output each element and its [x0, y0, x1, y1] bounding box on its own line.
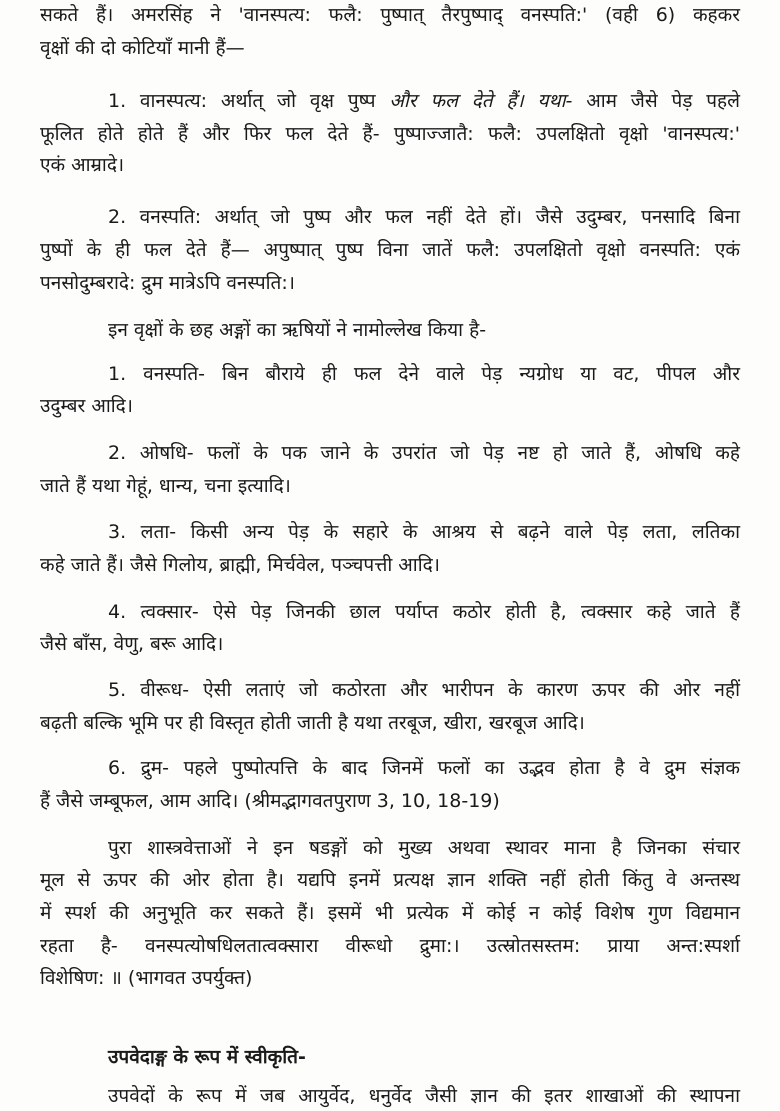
text-line: वृक्षों की दो कोटियाँ मानी हैं—	[40, 37, 245, 59]
text-line: मूल से ऊपर की ओर होता है। यद्यपि इनमें प्रत्यक्ष ज्ञान शक्ति नहीं होती किंतु वे अन्तस्थ	[40, 869, 740, 891]
text-line: सकते हैं। अमरसिंह ने 'वानस्पत्य: फलै: पुष्पात् तैरपुष्पाद् वनस्पति:' (वही 6) कहकर	[40, 4, 740, 26]
text-segment: आम जैसे पेड़ पहले	[572, 90, 741, 112]
text-line: बढ़ती बल्कि भूमि पर ही विस्तृत होती जाती है यथा तरबूज, खीरा, खरबूज आदि।	[40, 712, 585, 734]
text-segment: 1. वानस्पत्य: अर्थात् जो वृक्ष पुष्प	[108, 90, 390, 112]
text-line: विशेषिण: ॥ (भागवत उपर्युक्त)	[40, 967, 253, 989]
text-line: इन वृक्षों के छह अङ्गों का ऋषियों ने नामोल्लेख किया है-	[108, 319, 487, 341]
text-line: 1. वनस्पति- बिन बौराये ही फल देने वाले पेड़ न्यग्रोध या वट, पीपल और	[108, 363, 740, 385]
text-line: रहता है- वनस्पत्योषधिलतात्वक्सारा वीरूधो द्रुमा:। उत्स्रोतसस्तम: प्राया अन्त:स्पर्शा	[40, 935, 740, 957]
text-line: पनसोदुम्बरादे: द्रुम मात्रेऽपि वनस्पति:।	[40, 272, 295, 294]
text-line: 6. द्रुम- पहले पुष्पोत्पत्ति के बाद जिनमें फलों का उद्भव होता है वे द्रुम संज्ञक	[108, 757, 740, 779]
text-line: उदुम्बर आदि।	[40, 395, 133, 417]
text-line: जैसे बाँस, वेणु, बरू आदि।	[40, 633, 224, 655]
text-line: 3. लता- किसी अन्य पेड़ के सहारे के आश्रय से बढ़ने वाले पेड़ लता, लतिका	[108, 521, 740, 543]
section-heading: उपवेदाङ्ग के रूप में स्वीकृति-	[108, 1046, 306, 1068]
text-line: 5. वीरूध- ऐसी लताएं जो कठोरता और भारीपन के कारण ऊपर की ओर नहीं	[108, 679, 740, 701]
italic-text-segment: और फल देते हैं। यथा-	[389, 90, 573, 112]
text-line: पुरा शास्त्रवेत्ताओं ने इन षडङ्गों को मुख्य अथवा स्थावर माना है जिनका संचार	[108, 837, 740, 859]
text-line: जाते हैं यथा गेहूं, धान्य, चना इत्यादि।	[40, 475, 291, 497]
text-line: पुष्पों के ही फल देते हैं— अपुष्पात् पुष्प विना जातें फलै: उपलक्षितो वृक्षो वनस्पति: एकं	[40, 239, 740, 261]
text-line: 2. ओषधि- फलों के पक जाने के उपरांत जो पेड़ नष्ट हो जाते हैं, ओषधि कहे	[108, 442, 740, 464]
text-line: एकं आम्रादे।	[40, 154, 125, 176]
text-line: कहे जाते हैं। जैसे गिलोय, ब्राह्मी, मिर्चवेल, पञ्चपत्ती आदि।	[40, 554, 440, 576]
text-line: हैं जैसे जम्बूफल, आम आदि। (श्रीमद्भागवतपुराण 3, 10, 18-19)	[40, 790, 500, 812]
text-line: 2. वनस्पति: अर्थात् जो पुष्प और फल नहीं देते हों। जैसे उदुम्बर, पनसादि बिना	[108, 206, 740, 228]
text-line	[108, 86, 740, 116]
text-line: में स्पर्श की अनुभूति कर सकते हैं। इसमें भी प्रत्येक में कोई न कोई विशेष गुण विद्यमान	[40, 902, 740, 924]
text-line: उपवेदों के रूप में जब आयुर्वेद, धनुर्वेद जैसी ज्ञान की इतर शाखाओं की स्थापना	[108, 1085, 740, 1107]
text-line: फूलित होते होते हैं और फिर फल देते हैं- पुष्पाज्जातै: फलै: उपलक्षितो वृक्षो 'वानस्पत्य:'	[40, 123, 740, 145]
text-line: 4. त्वक्सार- ऐसे पेड़ जिनकी छाल पर्याप्त कठोर होती है, त्वक्सार कहे जाते हैं	[108, 601, 740, 623]
